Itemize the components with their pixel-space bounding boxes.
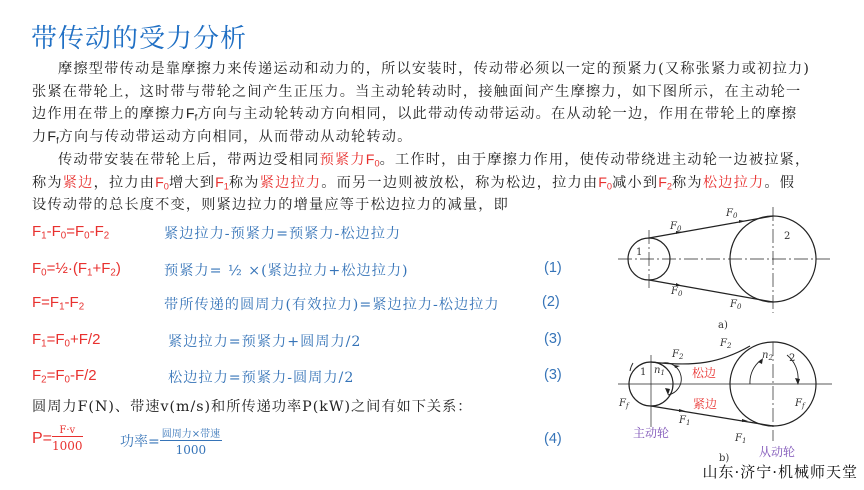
svg-text:F2: $F_2$ <box>672 349 684 361</box>
formula-number: (1) <box>544 260 562 276</box>
watermark-footer: 山东·济宁·机械师天堂 <box>702 463 858 481</box>
svg-text:n1: $n_1$ <box>654 365 665 377</box>
belt-drive-diagram <box>600 195 864 486</box>
paragraph-line: 传动带安装在带轮上后，带两边受相同预紧力$F_0$。工作时，由于摩擦力作用，使传动带绕进主动轮一边被拉紧， <box>58 152 811 169</box>
svg-text:F0: $F_0$ <box>671 286 683 298</box>
pulley-2-label: 2 <box>784 231 791 242</box>
paragraph-line: 设传动带的总长度不变，则紧边拉力的增量应等于松边拉力的减量，即 <box>32 197 510 213</box>
paragraph-line: 称为紧边，拉力由$F_0$增大到$F_1$称为紧边拉力。而另一边则被放松，称为松边，拉力由$F_0$减小到$F_2$称为松边拉力。假 <box>32 174 796 191</box>
formula-row-4 <box>32 367 572 391</box>
driven-pulley-label: 从动轮 <box>759 445 796 459</box>
formula-row-3 <box>32 331 572 355</box>
highlight-tight-tension: 紧边拉力 <box>259 174 322 191</box>
formula-number: (3) <box>544 367 562 383</box>
formula-row-2 <box>32 294 572 318</box>
formula-expression: $F_1=F_0+F/2$ <box>32 331 101 350</box>
highlight-pretension: 预紧力 <box>319 152 366 168</box>
highlight-tight-side: 紧边 <box>62 174 94 191</box>
svg-text:Ff: $F_f$ <box>795 398 805 410</box>
power-formula-row <box>32 425 572 459</box>
svg-text:F0: $F_0$ <box>730 299 742 311</box>
belt-slack-side <box>651 346 750 364</box>
svg-text:Ff: $F_f$ <box>619 398 629 410</box>
formula-description: 松边拉力=预紧力-圆周力/2 <box>168 370 355 386</box>
svg-text:F0: $F_0$ <box>726 208 738 220</box>
svg-text:n2: $n_2$ <box>762 350 773 362</box>
driver-pulley-label: 主动轮 <box>633 426 670 440</box>
formula-row-0 <box>32 223 572 247</box>
caption-a: a) <box>718 320 728 331</box>
highlight-slack-tension: 松边拉力 <box>702 174 765 191</box>
symbol-ff: $F_f$ <box>185 106 198 123</box>
paragraph-line: 张紧在带轮上，这时带与带轮之间产生正压力。当主动轮转动时，接触面间产生摩擦力，如下图所示，在主动轮一 <box>32 83 802 100</box>
svg-text:F1: $F_1$ <box>735 433 747 445</box>
relation-text: 圆周力F(N)、带速v(m/s)和所传递功率P(kW)之间有如下关系： <box>32 399 473 415</box>
power-formula-expression: P= $\frac{F\cdot v}{1000}$ <box>32 425 83 453</box>
formula-number: (2) <box>542 294 560 310</box>
formula-description: 紧边拉力=预紧力+圆周力/2 <box>168 334 362 350</box>
slack-side-label: 松边 <box>692 366 717 380</box>
belt-bottom <box>649 280 773 302</box>
symbol-f0: $F_0$ <box>365 152 380 169</box>
belt-top <box>649 216 773 238</box>
formula-description: 预紧力= ½ ×(紧边拉力+松边拉力) <box>164 263 409 279</box>
tight-side-label: 紧边 <box>693 397 718 411</box>
formula-expression: $F_2=F_0-F/2$ <box>32 367 97 386</box>
svg-text:F0: $F_0$ <box>670 221 682 233</box>
formula-expression: $F_1-F_0=F_0-F_2$ <box>32 223 110 242</box>
svg-text:2: 2 <box>789 353 796 364</box>
formula-row-1 <box>32 260 572 284</box>
formula-description: 带所传递的圆周力(有效拉力)=紧边拉力-松边拉力 <box>164 297 500 313</box>
paragraph-line: 摩擦型带传动是靠摩擦力来传递运动和动力的，所以安装时，传动带必须以一定的预紧力(又称张紧力或初拉力) <box>58 61 811 77</box>
svg-text:1: 1 <box>640 367 647 378</box>
formula-expression: $F=F_1-F_2$ <box>32 294 85 313</box>
diagram-a <box>618 207 832 313</box>
formula-number: (4) <box>544 431 562 447</box>
svg-text:F1: $F_1$ <box>679 415 691 427</box>
page-title: 带传动的受力分析 <box>31 24 248 54</box>
pulley-1-label: 1 <box>636 247 643 258</box>
formula-number: (3) <box>544 331 562 347</box>
svg-text:F2: $F_2$ <box>720 338 732 350</box>
paragraph-friction-belt <box>32 58 852 148</box>
symbol-ff: $F_f$ <box>47 128 59 145</box>
paragraph-line: 边作用在带上的摩擦力$F_f$方向与主动轮转动方向相同，以此带动传动带运动。在从动轮一边，作用在带轮上的摩擦 <box>32 106 798 123</box>
power-formula-description: 功率= $\frac{\text{圆周力×带速}}{1000}$ <box>120 429 221 457</box>
caption-b: b) <box>719 453 730 464</box>
formula-description: 紧边拉力-预紧力=预紧力-松边拉力 <box>164 226 402 242</box>
paragraph-line: 力$F_f$方向与传动带运动方向相同，从而带动从动轮转动。 <box>32 128 413 145</box>
formula-expression: $F_0=\frac{1}{2}\cdot(F_1+F_2)$ <box>32 260 121 279</box>
